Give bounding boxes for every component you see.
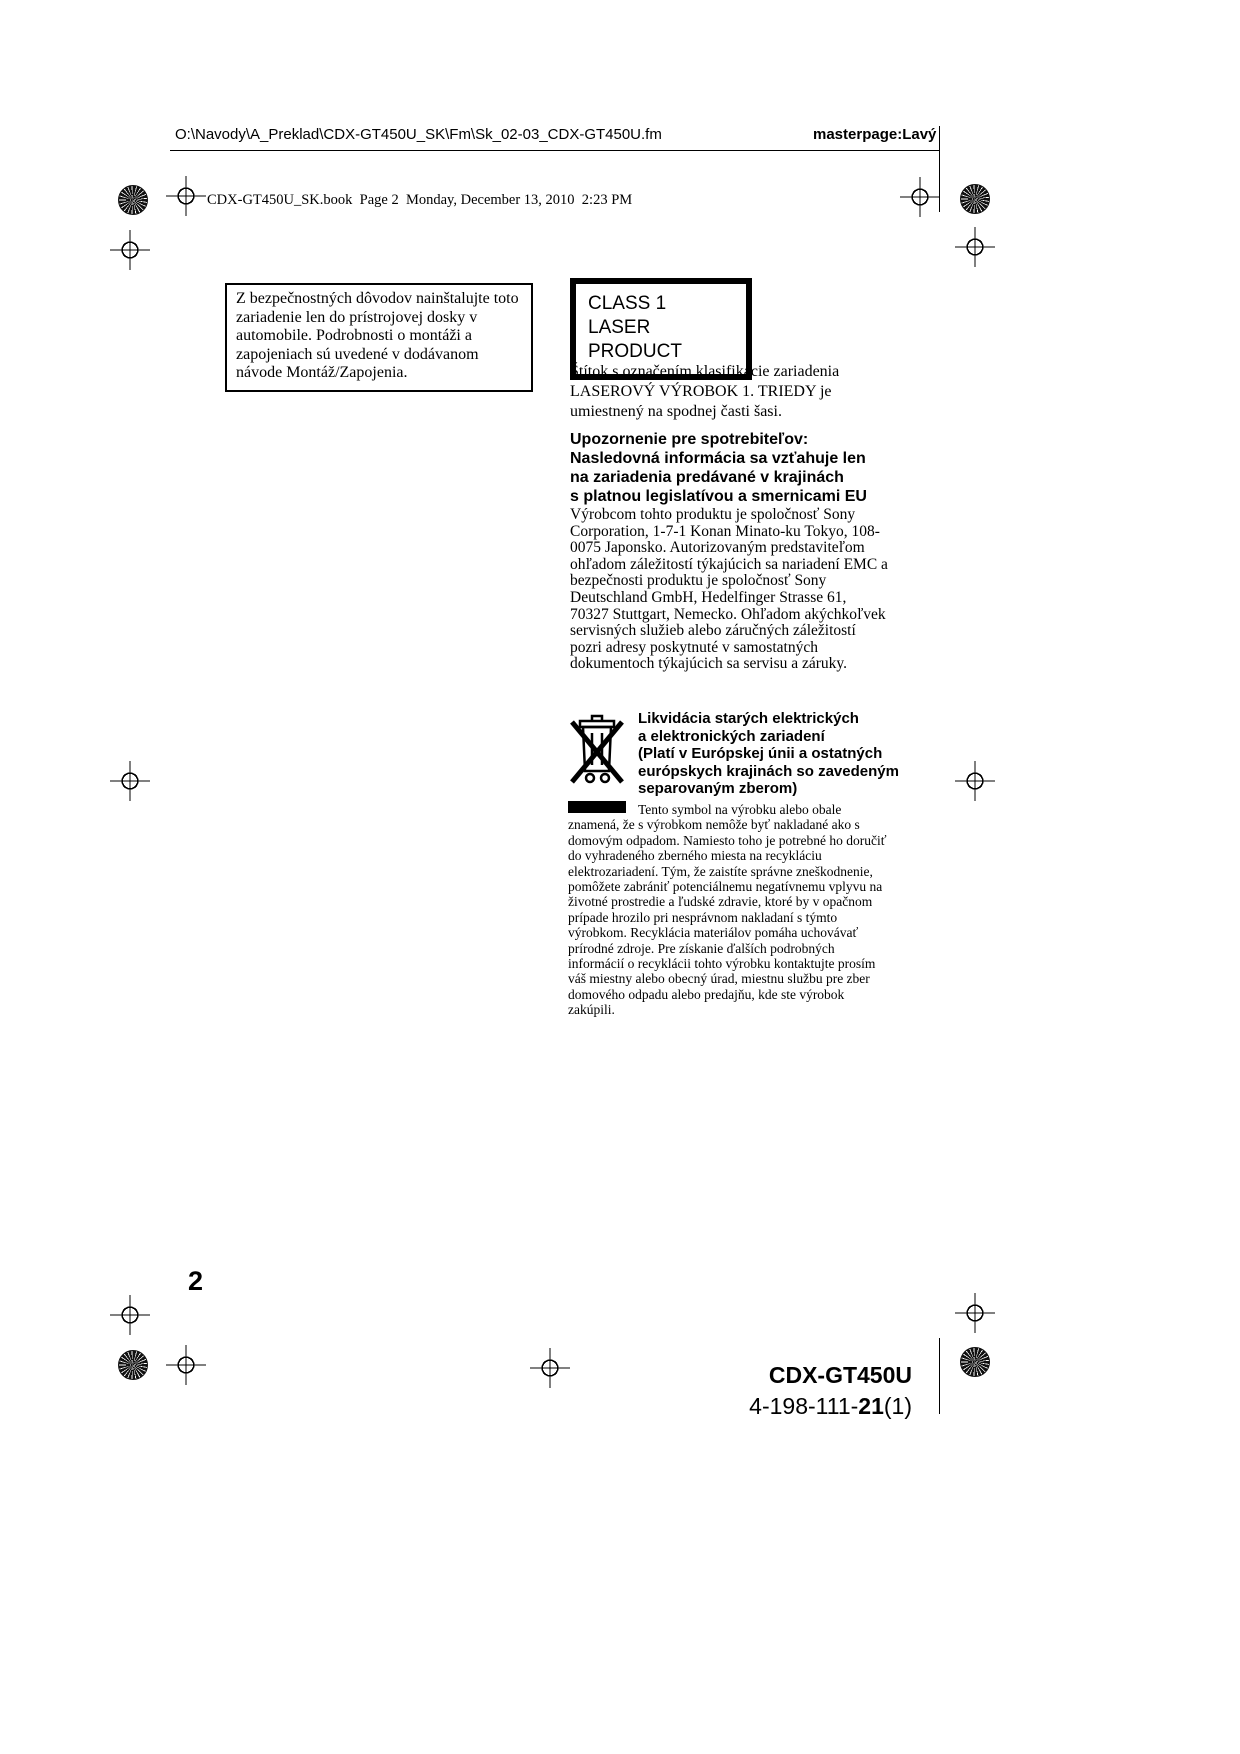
footer-corner-rule-bottom-right (939, 1338, 940, 1414)
weee-heading-line: Likvidácia starých elektrických (638, 710, 859, 727)
consumer-notice-heading-line: s platnou legislatívou a smernicami EU (570, 488, 867, 505)
registration-star-icon (960, 1347, 990, 1377)
registration-star-icon (118, 185, 148, 215)
consumer-notice-heading-line: Nasledovná informácia sa vzťahuje len (570, 450, 866, 467)
weee-crossed-bin-icon (568, 712, 626, 790)
registration-crosshair-icon (166, 176, 206, 216)
safety-notice-box (225, 283, 533, 392)
registration-star-icon (960, 184, 990, 214)
laser-class-line1: CLASS 1 (588, 293, 667, 314)
safety-notice-text: Z bezpečnostných dôvodov nainštalujte toto zariadenie len do prístrojovej dosky v automobile. Podrobnosti o montáži a zapojeniach sú uvedené v dodávanom návode Montáž/Zapojenia. (236, 290, 519, 381)
book-info-line: CDX-GT450U_SK.book Page 2 Monday, December 13, 2010 2:23 PM (207, 192, 633, 208)
consumer-notice-body: Výrobcom tohto produktu je spoločnosť Sony Corporation, 1-7-1 Konan Minato-ku Tokyo, 108-0075 Japonsko. Autorizovaným predstaviteľom ohľadom záležitostí týkajúcich sa nariadení EMC a bezpečnosti produktu je spoločnosť Sony Deutschland GmbH, Hedelfinger Strasse 61, 70327 Stuttgart, Nemecko. Ohľadom akýchkoľvek servisných služieb alebo záručných záležitostí pozri adresy poskytnuté v samostatných dokumentoch týkajúcich sa servisu a záruky. (570, 506, 888, 673)
footer-model-block (749, 1360, 912, 1422)
weee-heading-line: európskych krajinách so zavedeným (638, 762, 899, 780)
registration-crosshair-icon (955, 1293, 995, 1333)
registration-crosshair-icon (955, 227, 995, 267)
part-number-bold: 21 (858, 1393, 884, 1419)
weee-heading-line: separovaným zberom) (638, 780, 798, 798)
weee-black-bar (568, 801, 626, 813)
part-number-prefix: 4-198-111- (749, 1393, 859, 1419)
header-masterpage-label: masterpage:Lavý (813, 126, 937, 143)
page-number: 2 (188, 1266, 204, 1296)
weee-heading-line: a elektronických zariadení (638, 727, 825, 745)
weee-symbol (568, 712, 630, 813)
part-number (749, 1391, 912, 1422)
model-number: CDX-GT450U (768, 1362, 912, 1388)
registration-crosshair-icon (955, 761, 995, 801)
registration-crosshair-icon (166, 1345, 206, 1385)
registration-crosshair-icon (900, 177, 940, 217)
header-rule (170, 150, 940, 151)
consumer-notice-heading (570, 430, 867, 506)
registration-crosshair-icon (110, 761, 150, 801)
registration-crosshair-icon (530, 1348, 570, 1388)
part-number-suffix: (1) (883, 1393, 912, 1419)
consumer-notice-heading-line: Upozornenie pre spotrebiteľov: (570, 431, 809, 448)
consumer-notice-heading-line: na zariadenia predávané v krajinách (570, 469, 844, 486)
registration-crosshair-icon (110, 230, 150, 270)
weee-body-text: Tento symbol na výrobku alebo obale znamená, že s výrobkom nemôže byť nakladané ako s domovým odpadom. Namiesto toho je potrebné ho doručiť do vyhradeného zberného miesta na recykláciu elektrozariadení. Tým, že zaistíte správne zneškodnenie, pomôžete zabrániť potenciálnemu negatívnemu vplyvu na životné prostredie a ľudské zdravie, ktoré by v opačnom prípade hrozilo pri nesprávnom nakladaní s týmto výrobkom. Recyklácia materiálov pomáha uchovávať prírodné zdroje. Pre získanie ďalších podrobných informácií o recyklácii tohto výrobku kontaktujte prosím váš miestny alebo obecný úrad, miestnu službu pre zber domového odpadu alebo predajňu, kde ste výrobok zakúpili. (568, 801, 887, 1018)
weee-section (568, 710, 899, 1018)
weee-heading-line: (Platí v Európskej únii a ostatných (638, 745, 883, 763)
laser-label-note: Štítok s označením klasifikácie zariadenia LASEROVÝ VÝROBOK 1. TRIEDY je umiestnený na spodnej časti šasi. (570, 363, 840, 420)
registration-crosshair-icon (110, 1295, 150, 1335)
laser-class-line2: LASER PRODUCT (588, 317, 682, 362)
header-file-path: O:\Navody\A_Preklad\CDX-GT450U_SK\Fm\Sk_02-03_CDX-GT450U.fm (175, 126, 662, 143)
registration-star-icon (118, 1350, 148, 1380)
